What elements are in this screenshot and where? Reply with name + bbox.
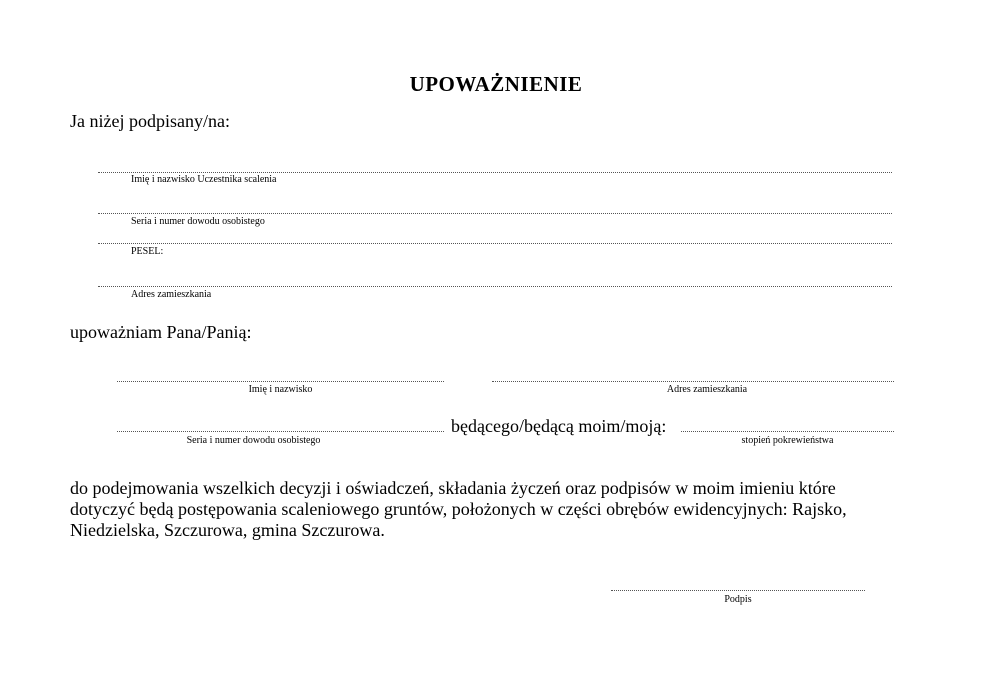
relation-text: będącego/będącą moim/moją: bbox=[451, 416, 667, 436]
agent-address-line[interactable] bbox=[492, 381, 894, 382]
document-title: UPOWAŻNIENIE bbox=[409, 72, 583, 96]
principal-id-label: Seria i numer dowodu osobistego bbox=[131, 216, 265, 227]
principal-address-line[interactable] bbox=[98, 286, 892, 287]
signature-line[interactable] bbox=[611, 590, 865, 591]
agent-relation-line[interactable] bbox=[681, 431, 894, 432]
signature-label: Podpis bbox=[724, 594, 752, 605]
agent-relation-label: stopień pokrewieństwa bbox=[741, 435, 834, 446]
intro-text: Ja niżej podpisany/na: bbox=[70, 111, 230, 131]
principal-pesel-label: PESEL: bbox=[131, 246, 164, 257]
principal-id-line[interactable] bbox=[98, 213, 892, 214]
scope-paragraph: do podejmowania wszelkich decyzji i oświadczeń, składania życzeń oraz podpisów w moim imieniu które dotyczyć będą postępowania scaleniowego gruntów, położonych w części obrębów ewidencyjnych: Rajsko, Niedzielska, Szczurowa, gmina Szczurowa. bbox=[70, 478, 847, 540]
agent-id-line[interactable] bbox=[117, 431, 444, 432]
agent-name-line[interactable] bbox=[117, 381, 444, 382]
principal-pesel-line[interactable] bbox=[98, 243, 892, 244]
agent-name-label: Imię i nazwisko bbox=[248, 384, 313, 395]
agent-address-label: Adres zamieszkania bbox=[666, 384, 748, 395]
principal-name-line[interactable] bbox=[98, 172, 892, 173]
principal-name-label: Imię i nazwisko Uczestnika scalenia bbox=[131, 174, 277, 185]
principal-address-label: Adres zamieszkania bbox=[131, 289, 212, 300]
authorize-text: upoważniam Pana/Panią: bbox=[70, 322, 252, 342]
agent-id-label: Seria i numer dowodu osobistego bbox=[186, 435, 321, 446]
